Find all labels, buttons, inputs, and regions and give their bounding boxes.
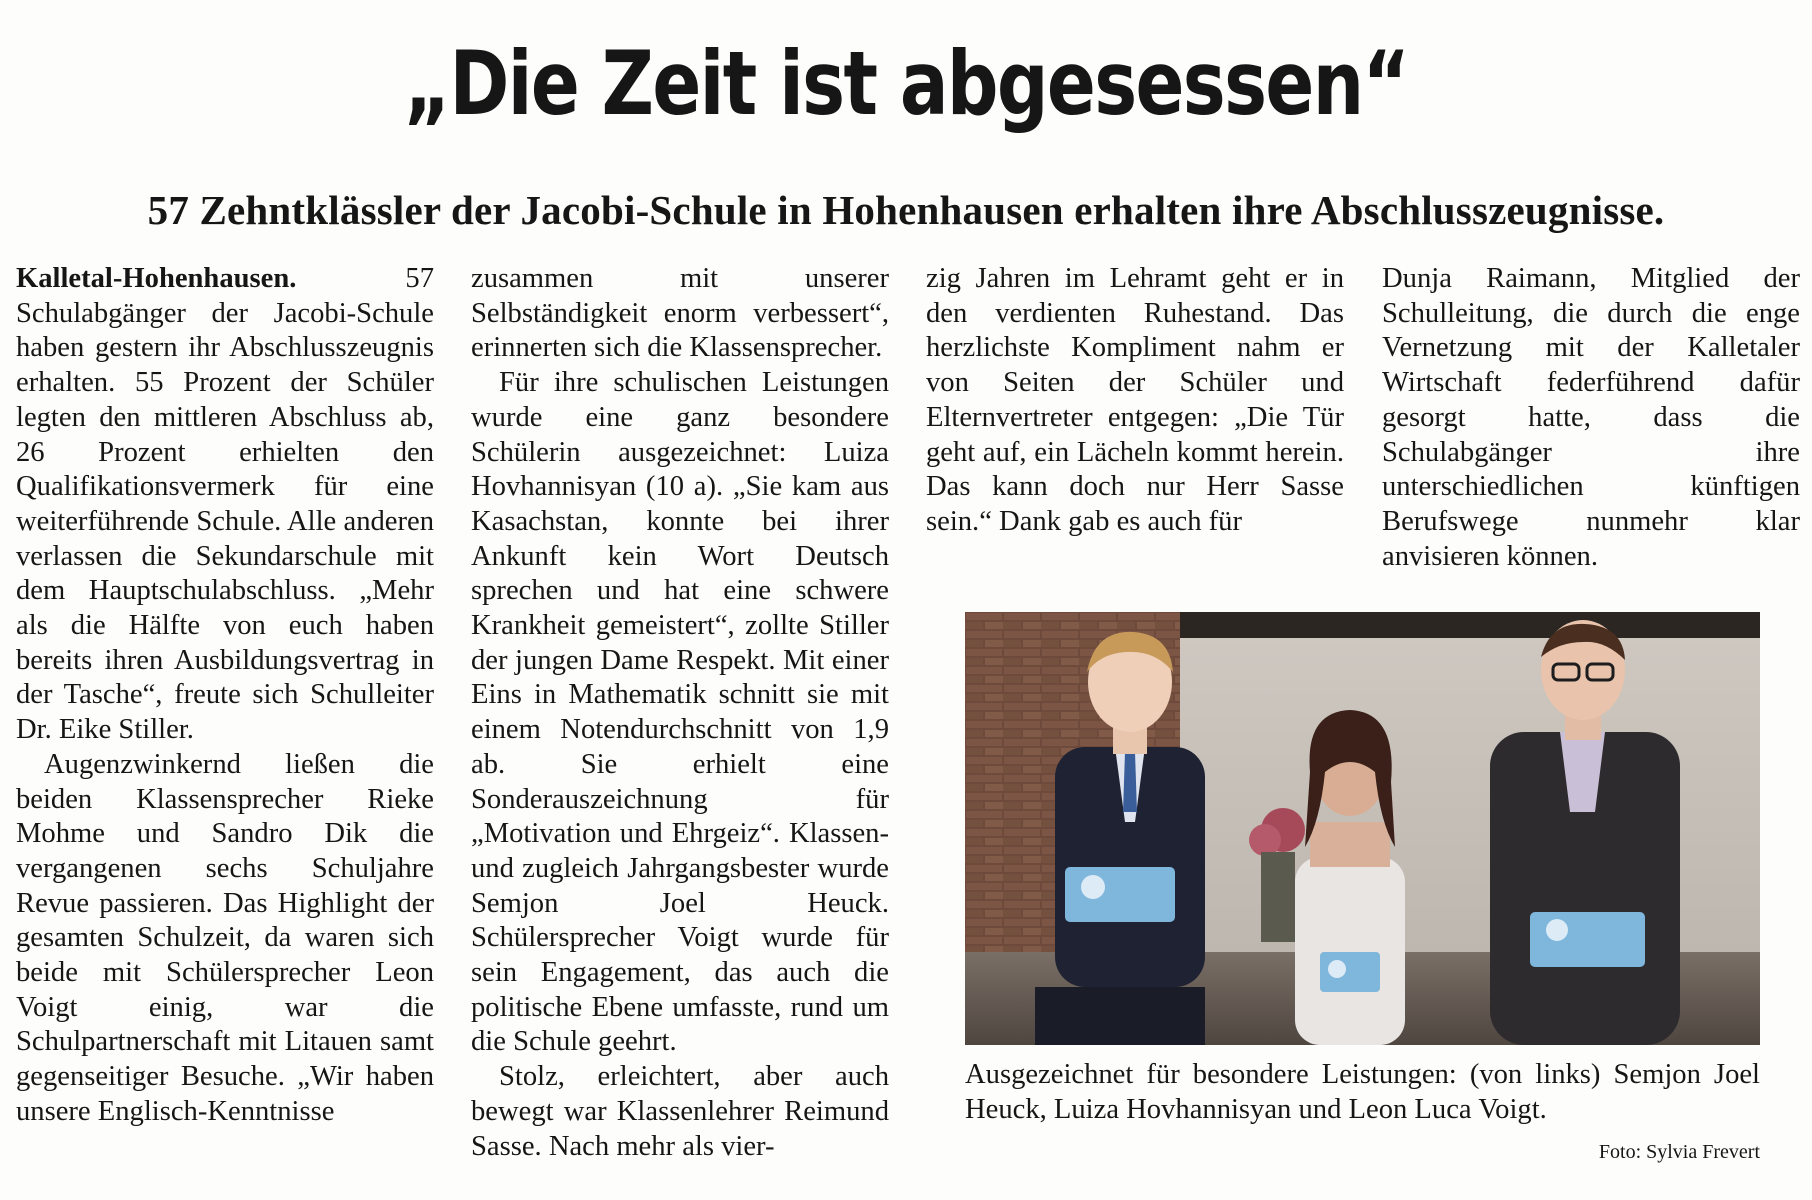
- article-column-4: [1382, 262, 1800, 574]
- article-column-3: [926, 262, 1344, 540]
- article-paragraph: zig Jahren im Lehramt geht er in den verdienten Ruhestand. Das herzlichste Kompliment nahm er von Seiten der Schüler und Elternvertreter entgegen: „Die Tür geht auf, ein Lächeln kommt herein. Das kann doch nur Herr Sasse sein.“ Dank gab es auch für: [926, 263, 1344, 537]
- article-column-2: [471, 262, 889, 1164]
- article-paragraph: Für ihre schulischen Leistungen wurde eine ganz besondere Schülerin ausgezeichnet: Luiza Hovhannisyan (10 a). „Sie kam aus Kasachstan, konnte bei ihrer Ankunft kein Wort Deutsch sprechen und hat eine schwere Krankheit gemeistert“, zollte Stiller der jungen Dame Respekt. Mit einer Eins in Mathematik schnitt sie mit einem Notendurchschnitt von 1,9 ab. Sie erhielt eine Sonderauszeichnung für „Motivation und Ehrgeiz“. Klassen- und zugleich Jahrgangsbester wurde Semjon Joel Heuck. Schülersprecher Voigt wurde für sein Engagement, das auch die politische Ebene umfasste, rund um die Schule geehrt.: [471, 367, 889, 1058]
- article-column-1: [16, 262, 434, 1130]
- photo-caption: Ausgezeichnet für besondere Leistungen: (von links) Semjon Joel Heuck, Luiza Hovhannisyan und Leon Luca Voigt.: [965, 1059, 1760, 1125]
- article-paragraph: Stolz, erleichtert, aber auch bewegt war Klassenlehrer Reimund Sasse. Nach mehr als vier-: [471, 1061, 889, 1162]
- dateline: Kalletal-Hohenhausen.: [16, 263, 297, 294]
- article-paragraph: Dunja Raimann, Mitglied der Schulleitung, die durch die enge Vernetzung mit der Kalletaler Wirtschaft federführend dafür gesorgt hatte, dass die Schulabgänger ihre unterschiedlichen künftigen Berufswege nunmehr klar anvisieren können.: [1382, 263, 1800, 572]
- paragraph-text: 57 Schulabgänger der Jacobi-Schule haben gestern ihr Abschlusszeugnis erhalten. 55 Prozent der Schüler legten den mittleren Abschluss ab, 26 Prozent erhielten den Qualifikationsvermerk für eine weiterführende Schule. Alle anderen verlassen die Sekundarschule mit dem Hauptschulabschluss. „Mehr als die Hälfte von euch haben bereits ihren Ausbildungsvertrag in der Tasche“, freute sich Schulleiter Dr. Eike Stiller.: [16, 263, 434, 746]
- article-paragraph: zusammen mit unserer Selbständigkeit enorm verbessert“, erinnerten sich die Klassensprecher.: [471, 263, 889, 364]
- photo-credit: Foto: Sylvia Frevert: [1598, 1141, 1760, 1163]
- headline: „Die Zeit ist abgesessen“: [403, 32, 1409, 135]
- article-paragraph: Augenzwinkernd ließen die beiden Klassensprecher Rieke Mohme und Sandro Dik die vergangenen sechs Schuljahre Revue passieren. Das Highlight der gesamten Schulzeit, da waren sich beide mit Schülersprecher Leon Voigt einig, war die Schulpartnerschaft mit Litauen samt gegenseitiger Besuche. „Wir haben unsere Englisch-Kenntnisse: [16, 748, 434, 1127]
- photo-three-graduates: [965, 612, 1760, 1045]
- article-photo: [965, 612, 1760, 1045]
- subheadline: 57 Zehntklässler der Jacobi-Schule in Hohenhausen erhalten ihre Abschlusszeugnisse.: [147, 187, 1665, 233]
- article-paragraph: [16, 262, 434, 748]
